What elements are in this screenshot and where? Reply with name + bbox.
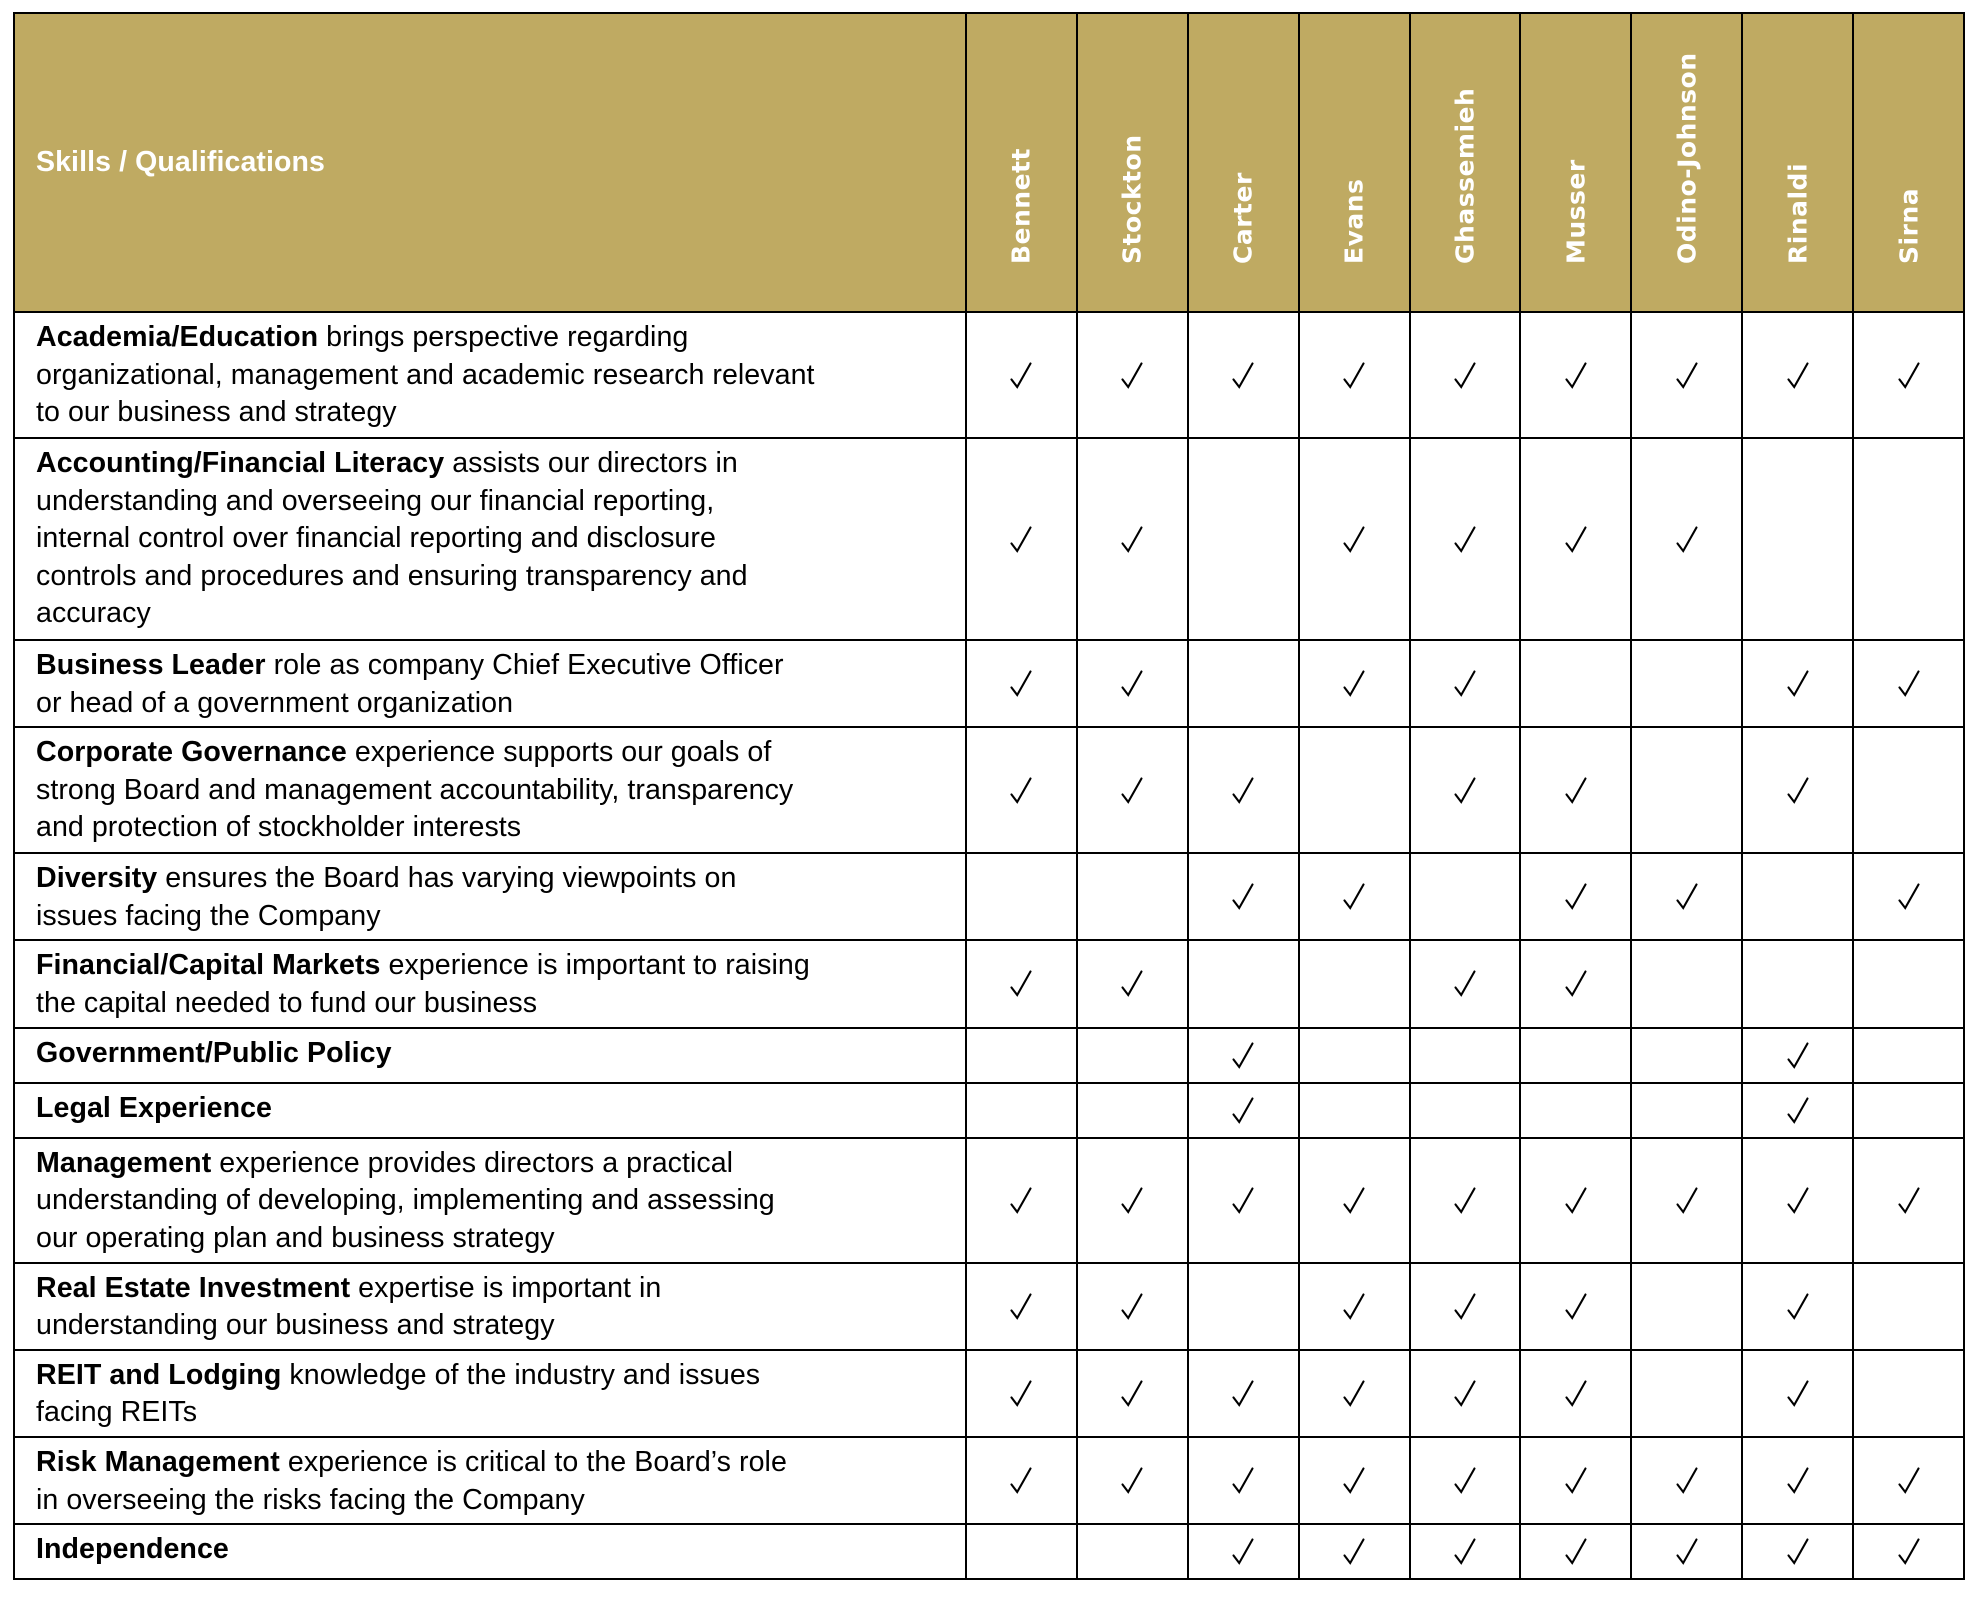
check-cell-evans — [1299, 1350, 1410, 1437]
check-cell-evans — [1299, 640, 1410, 727]
director-name: Musser — [1561, 159, 1591, 264]
check-cell-rinaldi — [1742, 1350, 1853, 1437]
skill-row-management — [14, 1138, 1964, 1263]
check-cell-carter — [1188, 1437, 1299, 1524]
check-cell-evans — [1299, 1138, 1410, 1263]
skill-description-line: knowledge of the industry and issues — [289, 1358, 761, 1391]
check-mark-icon — [1231, 1467, 1255, 1494]
check-cell-evans — [1299, 1028, 1410, 1083]
check-cell-ghassemieh — [1410, 1524, 1521, 1579]
check-cell-carter — [1188, 940, 1299, 1027]
check-mark-icon — [1897, 362, 1921, 389]
check-mark-icon — [1009, 362, 1033, 389]
check-cell-sirna — [1853, 727, 1964, 853]
check-cell-odino-johnson — [1631, 1138, 1742, 1263]
skill-row-diversity — [14, 853, 1964, 940]
check-cell-odino-johnson — [1631, 940, 1742, 1027]
skill-row-business-leader — [14, 640, 1964, 727]
check-mark-icon — [1564, 1187, 1588, 1214]
check-mark-icon — [1564, 1380, 1588, 1407]
director-header-sirna — [1853, 13, 1964, 312]
check-cell-ghassemieh — [1410, 940, 1521, 1027]
check-cell-odino-johnson — [1631, 1437, 1742, 1524]
check-cell-musser — [1520, 1083, 1631, 1138]
check-mark-icon — [1009, 1187, 1033, 1214]
check-mark-icon — [1009, 970, 1033, 997]
skill-description-line: in overseeing the risks facing the Company — [36, 1483, 585, 1516]
check-cell-sirna — [1853, 853, 1964, 940]
check-mark-icon — [1897, 1538, 1921, 1565]
check-mark-icon — [1786, 1467, 1810, 1494]
director-header-carter — [1188, 13, 1299, 312]
check-mark-icon — [1786, 1042, 1810, 1069]
check-mark-icon — [1120, 1293, 1144, 1320]
check-cell-rinaldi — [1742, 853, 1853, 940]
check-cell-evans — [1299, 853, 1410, 940]
check-mark-icon — [1231, 1042, 1255, 1069]
check-cell-carter — [1188, 1138, 1299, 1263]
check-cell-carter — [1188, 1524, 1299, 1579]
skill-description-cell — [14, 1524, 966, 1579]
skill-description-line: the capital needed to fund our business — [36, 986, 538, 1019]
skill-description-line: understanding of developing, implementing and assessing — [36, 1184, 775, 1217]
skill-description-cell — [14, 727, 966, 853]
skill-title: Accounting/Financial Literacy — [36, 447, 445, 479]
check-cell-sirna — [1853, 1138, 1964, 1263]
check-cell-bennett — [966, 853, 1077, 940]
skill-title: Corporate Governance — [36, 736, 347, 769]
director-header-bennett — [966, 13, 1077, 312]
check-mark-icon — [1342, 362, 1366, 389]
check-mark-icon — [1342, 1187, 1366, 1214]
skill-row-government-public-policy — [14, 1028, 1964, 1083]
check-mark-icon — [1120, 777, 1144, 804]
check-mark-icon — [1120, 1380, 1144, 1407]
check-cell-carter — [1188, 853, 1299, 940]
skill-description-cell — [14, 1083, 966, 1138]
skill-description-line: or head of a government organization — [36, 686, 514, 719]
check-mark-icon — [1786, 1380, 1810, 1407]
check-cell-musser — [1520, 940, 1631, 1027]
check-mark-icon — [1120, 362, 1144, 389]
check-mark-icon — [1231, 1380, 1255, 1407]
check-cell-bennett — [966, 1263, 1077, 1350]
check-cell-musser — [1520, 640, 1631, 727]
director-name: Stockton — [1117, 134, 1147, 264]
check-cell-rinaldi — [1742, 1437, 1853, 1524]
skill-description-cell — [14, 853, 966, 940]
skill-description-line: strong Board and management accountability, transparency — [36, 773, 794, 806]
check-mark-icon — [1453, 362, 1477, 389]
check-mark-icon — [1453, 670, 1477, 697]
director-header-evans — [1299, 13, 1410, 312]
check-mark-icon — [1120, 1467, 1144, 1494]
check-mark-icon — [1009, 670, 1033, 697]
skill-row-real-estate-investment — [14, 1263, 1964, 1350]
skill-description-cell — [14, 1028, 966, 1083]
check-mark-icon — [1009, 1293, 1033, 1320]
check-mark-icon — [1231, 777, 1255, 804]
check-mark-icon — [1453, 1187, 1477, 1214]
check-mark-icon — [1342, 526, 1366, 553]
check-mark-icon — [1564, 777, 1588, 804]
skill-description-line: issues facing the Company — [36, 899, 381, 932]
check-mark-icon — [1231, 1538, 1255, 1565]
check-mark-icon — [1564, 362, 1588, 389]
check-cell-bennett — [966, 940, 1077, 1027]
check-mark-icon — [1786, 1293, 1810, 1320]
skill-description-line: ensures the Board has varying viewpoints on — [165, 862, 737, 895]
skill-description-line: our operating plan and business strategy — [36, 1221, 555, 1254]
skill-row-academia-education — [14, 312, 1964, 438]
check-cell-bennett — [966, 1083, 1077, 1138]
check-cell-odino-johnson — [1631, 853, 1742, 940]
skill-title: Independence — [36, 1533, 229, 1566]
skill-description-line: experience is important to raising — [388, 949, 810, 982]
check-cell-bennett — [966, 640, 1077, 727]
check-cell-carter — [1188, 1028, 1299, 1083]
check-cell-musser — [1520, 1028, 1631, 1083]
check-cell-stockton — [1077, 940, 1188, 1027]
check-cell-carter — [1188, 640, 1299, 727]
check-mark-icon — [1786, 1538, 1810, 1565]
check-mark-icon — [1897, 670, 1921, 697]
skill-description-line: assists our directors in — [452, 447, 738, 479]
check-cell-sirna — [1853, 312, 1964, 438]
director-header-odino-johnson — [1631, 13, 1742, 312]
skill-row-corporate-governance — [14, 727, 1964, 853]
check-cell-rinaldi — [1742, 1263, 1853, 1350]
check-cell-musser — [1520, 438, 1631, 640]
director-name: Ghassemieh — [1450, 87, 1480, 264]
director-name: Odino-Johnson — [1672, 52, 1702, 264]
check-cell-bennett — [966, 1138, 1077, 1263]
check-cell-stockton — [1077, 1524, 1188, 1579]
check-cell-carter — [1188, 1263, 1299, 1350]
check-cell-carter — [1188, 1350, 1299, 1437]
check-cell-stockton — [1077, 312, 1188, 438]
check-cell-sirna — [1853, 640, 1964, 727]
check-cell-rinaldi — [1742, 727, 1853, 853]
check-cell-bennett — [966, 1028, 1077, 1083]
check-cell-evans — [1299, 1263, 1410, 1350]
skill-row-legal-experience — [14, 1083, 1964, 1138]
check-cell-odino-johnson — [1631, 312, 1742, 438]
check-mark-icon — [1786, 362, 1810, 389]
check-cell-rinaldi — [1742, 1138, 1853, 1263]
skill-description-cell — [14, 1263, 966, 1350]
check-cell-evans — [1299, 1437, 1410, 1524]
check-mark-icon — [1675, 1467, 1699, 1494]
check-mark-icon — [1675, 1187, 1699, 1214]
check-cell-bennett — [966, 1437, 1077, 1524]
check-cell-musser — [1520, 1350, 1631, 1437]
check-mark-icon — [1231, 1187, 1255, 1214]
skill-description-line: experience is critical to the Board’s role — [287, 1445, 787, 1478]
check-cell-stockton — [1077, 1138, 1188, 1263]
check-cell-rinaldi — [1742, 940, 1853, 1027]
check-cell-odino-johnson — [1631, 640, 1742, 727]
check-cell-sirna — [1853, 1350, 1964, 1437]
check-cell-evans — [1299, 727, 1410, 853]
skill-title: Real Estate Investment — [36, 1271, 351, 1304]
check-cell-carter — [1188, 727, 1299, 853]
skill-description-line: facing REITs — [36, 1396, 198, 1429]
skill-description-line: internal control over financial reporting and disclosure — [36, 522, 716, 555]
director-header-ghassemieh — [1410, 13, 1521, 312]
check-cell-ghassemieh — [1410, 727, 1521, 853]
check-cell-stockton — [1077, 1083, 1188, 1138]
check-cell-stockton — [1077, 853, 1188, 940]
check-cell-stockton — [1077, 640, 1188, 727]
check-cell-odino-johnson — [1631, 1083, 1742, 1138]
check-cell-ghassemieh — [1410, 1083, 1521, 1138]
skill-description-line: controls and procedures and ensuring transparency and — [36, 559, 748, 592]
skill-description-line: understanding and overseeing our financial reporting, — [36, 484, 715, 517]
check-cell-evans — [1299, 1524, 1410, 1579]
check-mark-icon — [1342, 1467, 1366, 1494]
check-cell-ghassemieh — [1410, 1028, 1521, 1083]
check-mark-icon — [1120, 526, 1144, 553]
check-cell-odino-johnson — [1631, 1524, 1742, 1579]
check-mark-icon — [1009, 526, 1033, 553]
check-cell-stockton — [1077, 1437, 1188, 1524]
skill-description-line: understanding our business and strategy — [36, 1309, 555, 1342]
check-mark-icon — [1453, 777, 1477, 804]
check-mark-icon — [1342, 1380, 1366, 1407]
skill-description-line: and protection of stockholder interests — [36, 811, 522, 844]
check-mark-icon — [1453, 1293, 1477, 1320]
director-name: Sirna — [1894, 187, 1924, 264]
check-cell-rinaldi — [1742, 1524, 1853, 1579]
check-mark-icon — [1564, 970, 1588, 997]
skill-description-line: experience supports our goals of — [354, 736, 772, 769]
check-mark-icon — [1564, 1293, 1588, 1320]
check-mark-icon — [1120, 670, 1144, 697]
check-mark-icon — [1675, 362, 1699, 389]
check-mark-icon — [1342, 670, 1366, 697]
skills-matrix-table — [13, 12, 1965, 1580]
check-mark-icon — [1897, 1187, 1921, 1214]
check-cell-sirna — [1853, 1263, 1964, 1350]
skill-title: Diversity — [36, 862, 158, 895]
check-mark-icon — [1897, 883, 1921, 910]
skill-description-line: brings perspective regarding — [326, 321, 689, 353]
check-cell-stockton — [1077, 438, 1188, 640]
check-mark-icon — [1897, 1467, 1921, 1494]
check-cell-sirna — [1853, 1028, 1964, 1083]
check-cell-evans — [1299, 940, 1410, 1027]
check-cell-ghassemieh — [1410, 1350, 1521, 1437]
check-cell-bennett — [966, 312, 1077, 438]
check-cell-odino-johnson — [1631, 1028, 1742, 1083]
check-cell-ghassemieh — [1410, 1263, 1521, 1350]
check-mark-icon — [1120, 970, 1144, 997]
check-cell-sirna — [1853, 940, 1964, 1027]
skill-row-financial-capital-markets — [14, 940, 1964, 1027]
check-cell-stockton — [1077, 727, 1188, 853]
check-cell-odino-johnson — [1631, 1350, 1742, 1437]
check-cell-odino-johnson — [1631, 438, 1742, 640]
skill-description-cell — [14, 1437, 966, 1524]
skill-title: Academia/Education — [36, 321, 319, 353]
check-cell-evans — [1299, 1083, 1410, 1138]
director-name: Rinaldi — [1783, 162, 1813, 264]
check-cell-musser — [1520, 312, 1631, 438]
skill-description-line: experience provides directors a practical — [219, 1146, 734, 1179]
check-mark-icon — [1453, 1467, 1477, 1494]
skill-row-accounting-financial-literacy — [14, 438, 1964, 640]
check-cell-rinaldi — [1742, 312, 1853, 438]
check-cell-sirna — [1853, 1524, 1964, 1579]
director-header-stockton — [1077, 13, 1188, 312]
skill-title: Financial/Capital Markets — [36, 949, 381, 982]
check-cell-sirna — [1853, 438, 1964, 640]
check-cell-ghassemieh — [1410, 438, 1521, 640]
skill-description-cell — [14, 1350, 966, 1437]
check-cell-bennett — [966, 727, 1077, 853]
skills-qualifications-header: Skills / Qualifications — [14, 13, 966, 312]
check-mark-icon — [1342, 1538, 1366, 1565]
check-cell-sirna — [1853, 1083, 1964, 1138]
check-mark-icon — [1564, 1467, 1588, 1494]
director-header-rinaldi — [1742, 13, 1853, 312]
check-mark-icon — [1564, 1538, 1588, 1565]
skill-row-independence — [14, 1524, 1964, 1579]
matrix-body — [14, 312, 1964, 1579]
skill-description-line: organizational, management and academic research relevant — [36, 358, 815, 391]
check-cell-stockton — [1077, 1028, 1188, 1083]
skill-row-risk-management — [14, 1437, 1964, 1524]
director-name: Carter — [1228, 172, 1258, 264]
check-mark-icon — [1342, 1293, 1366, 1320]
skill-description-cell — [14, 640, 966, 727]
check-cell-ghassemieh — [1410, 1437, 1521, 1524]
skill-title: REIT and Lodging — [36, 1358, 282, 1391]
check-cell-bennett — [966, 1350, 1077, 1437]
check-mark-icon — [1564, 883, 1588, 910]
skill-title: Business Leader — [36, 649, 266, 681]
check-cell-ghassemieh — [1410, 640, 1521, 727]
check-mark-icon — [1786, 1187, 1810, 1214]
skill-description-line: role as company Chief Executive Officer — [273, 649, 784, 681]
check-cell-carter — [1188, 438, 1299, 640]
check-cell-evans — [1299, 438, 1410, 640]
skill-title: Management — [36, 1146, 212, 1179]
skill-description-cell — [14, 1138, 966, 1263]
check-cell-musser — [1520, 1138, 1631, 1263]
check-mark-icon — [1231, 1097, 1255, 1124]
skill-description-line: accuracy — [36, 597, 151, 630]
check-cell-musser — [1520, 1437, 1631, 1524]
check-cell-odino-johnson — [1631, 727, 1742, 853]
check-mark-icon — [1786, 1097, 1810, 1124]
check-mark-icon — [1453, 1380, 1477, 1407]
check-cell-ghassemieh — [1410, 312, 1521, 438]
check-cell-bennett — [966, 438, 1077, 640]
check-cell-stockton — [1077, 1263, 1188, 1350]
director-header-musser — [1520, 13, 1631, 312]
check-cell-musser — [1520, 1524, 1631, 1579]
check-cell-ghassemieh — [1410, 1138, 1521, 1263]
check-mark-icon — [1120, 1187, 1144, 1214]
director-name: Evans — [1339, 178, 1369, 264]
check-mark-icon — [1453, 970, 1477, 997]
check-mark-icon — [1342, 883, 1366, 910]
check-cell-bennett — [966, 1524, 1077, 1579]
director-name: Bennett — [1006, 148, 1036, 264]
check-mark-icon — [1675, 883, 1699, 910]
check-cell-sirna — [1853, 1437, 1964, 1524]
skill-description-line: expertise is important in — [358, 1271, 662, 1304]
check-mark-icon — [1009, 1467, 1033, 1494]
skill-description-line: to our business and strategy — [36, 396, 397, 429]
skill-title: Legal Experience — [36, 1091, 273, 1124]
check-cell-rinaldi — [1742, 1083, 1853, 1138]
check-cell-musser — [1520, 853, 1631, 940]
check-cell-evans — [1299, 312, 1410, 438]
check-mark-icon — [1231, 362, 1255, 389]
skill-title: Government/Public Policy — [36, 1036, 392, 1069]
check-cell-rinaldi — [1742, 438, 1853, 640]
check-cell-carter — [1188, 1083, 1299, 1138]
skill-description-cell — [14, 438, 966, 640]
check-cell-rinaldi — [1742, 1028, 1853, 1083]
check-mark-icon — [1231, 883, 1255, 910]
skill-description-cell — [14, 940, 966, 1027]
check-mark-icon — [1786, 777, 1810, 804]
check-cell-odino-johnson — [1631, 1263, 1742, 1350]
skill-description-cell — [14, 312, 966, 438]
check-mark-icon — [1675, 526, 1699, 553]
check-mark-icon — [1453, 526, 1477, 553]
skill-row-reit-and-lodging — [14, 1350, 1964, 1437]
check-mark-icon — [1564, 526, 1588, 553]
check-mark-icon — [1009, 1380, 1033, 1407]
check-cell-rinaldi — [1742, 640, 1853, 727]
check-cell-musser — [1520, 1263, 1631, 1350]
check-cell-musser — [1520, 727, 1631, 853]
check-mark-icon — [1675, 1538, 1699, 1565]
header-row — [14, 13, 1964, 312]
check-mark-icon — [1453, 1538, 1477, 1565]
skill-title: Risk Management — [36, 1445, 280, 1478]
check-cell-carter — [1188, 312, 1299, 438]
check-cell-stockton — [1077, 1350, 1188, 1437]
check-cell-ghassemieh — [1410, 853, 1521, 940]
check-mark-icon — [1009, 777, 1033, 804]
check-mark-icon — [1786, 670, 1810, 697]
